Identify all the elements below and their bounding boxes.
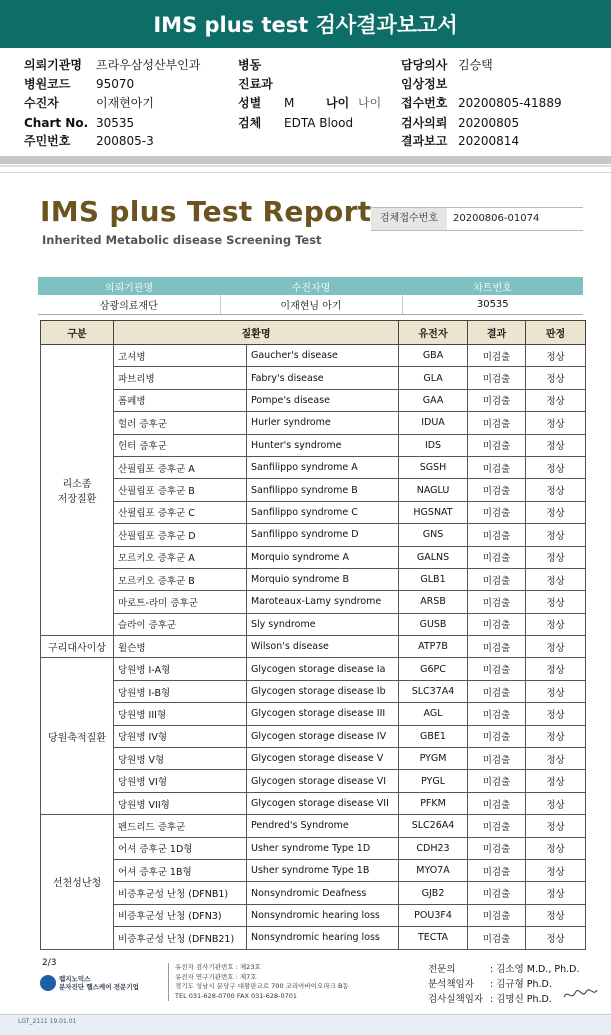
table-row [41, 345, 586, 367]
judgement-cell: 정상 [526, 501, 586, 523]
header-label: 접수번호 [401, 96, 448, 110]
judgement-cell: 정상 [526, 815, 586, 837]
table-row [41, 859, 586, 881]
judgement-cell: 정상 [526, 725, 586, 747]
result-cell: 미검출 [468, 524, 526, 546]
signers [428, 962, 579, 1007]
result-cell: 미검출 [468, 703, 526, 725]
result-cell: 미검출 [468, 636, 526, 658]
result-cell: 미검출 [468, 501, 526, 523]
info-cell: 30535 [402, 295, 583, 315]
gene-cell: GNS [399, 524, 468, 546]
header-label: 의뢰기관명 [24, 58, 82, 72]
header-label: 담당의사 [401, 58, 448, 72]
result-cell: 미검출 [468, 479, 526, 501]
result-cell: 미검출 [468, 904, 526, 926]
specimen-label: 검체 [238, 116, 262, 130]
title-underline [0, 47, 611, 48]
header-divider-light [0, 165, 611, 167]
signer-row [428, 992, 579, 1007]
judgement-cell: 정상 [526, 882, 586, 904]
col-header-gene: 유전자 [399, 321, 468, 345]
gene-cell: GALNS [399, 546, 468, 568]
disease-name-ko: 헌터 증후군 [114, 434, 247, 456]
receipt-label: 검체접수번호 [371, 208, 447, 230]
disease-name-en: Hunter's syndrome [247, 434, 399, 456]
header-divider-thin [0, 172, 611, 173]
disease-name-ko: 파브리병 [114, 367, 247, 389]
disease-name-ko: 당원병 VI형 [114, 770, 247, 792]
table-row [41, 613, 586, 635]
table-row [41, 815, 586, 837]
gene-cell: HGSNAT [399, 501, 468, 523]
table-row [41, 456, 586, 478]
judgement-cell: 정상 [526, 792, 586, 814]
disease-name-en: Wilson's disease [247, 636, 399, 658]
age-value: 나이 [358, 96, 382, 110]
disease-name-en: Usher syndrome Type 1B [247, 859, 399, 881]
result-cell: 미검출 [468, 389, 526, 411]
gene-cell: GLA [399, 367, 468, 389]
disease-name-ko: 당원병 IV형 [114, 725, 247, 747]
dept-label: 진료과 [238, 77, 273, 91]
sex-label: 성별 [238, 96, 262, 110]
table-row [41, 412, 586, 434]
header-row-hospital-code [24, 77, 134, 91]
header-label: 수진자 [24, 96, 59, 110]
result-cell: 미검출 [468, 882, 526, 904]
result-cell: 미검출 [468, 837, 526, 859]
category-cell [41, 636, 114, 658]
disease-name-en: Pendred's Syndrome [247, 815, 399, 837]
header-value: 20200814 [458, 134, 520, 148]
document-code: LGT_2111 19.01.01 [18, 1018, 77, 1025]
result-cell: 미검출 [468, 434, 526, 456]
results-header-row [41, 321, 586, 345]
info-cell: 이재현님 아기 [220, 295, 402, 315]
category-cell [41, 345, 114, 636]
disease-name-en: Maroteaux-Lamy syndrome [247, 591, 399, 613]
col-header-result: 결과 [468, 321, 526, 345]
info-header: 수진자명 [220, 277, 402, 295]
disease-name-en: Sanfilippo syndrome D [247, 524, 399, 546]
disease-name-en: Glycogen storage disease V [247, 748, 399, 770]
results-body [41, 345, 586, 950]
judgement-cell: 정상 [526, 927, 586, 949]
header-value: 이재현아기 [96, 96, 154, 110]
disease-name-en: Gaucher's disease [247, 345, 399, 367]
header-divider [0, 156, 611, 164]
judgement-cell: 정상 [526, 367, 586, 389]
header-row-report-date [401, 134, 519, 148]
report-title: IMS plus test 검사결과보고서 [153, 13, 458, 37]
disease-name-ko: 당원병 I-B형 [114, 680, 247, 702]
results-table [40, 320, 586, 950]
judgement-cell: 정상 [526, 546, 586, 568]
judgement-cell: 정상 [526, 837, 586, 859]
header-row-institution [24, 58, 200, 72]
header-label: Chart No. [24, 116, 89, 130]
category-cell [41, 658, 114, 815]
header-value: 프라우삼성산부인과 [96, 58, 201, 72]
col-header-category: 구분 [41, 321, 114, 345]
signer-role: 분석책임자 [428, 979, 474, 990]
gene-cell: NAGLU [399, 479, 468, 501]
gene-cell: TECTA [399, 927, 468, 949]
disease-name-en: Pompe's disease [247, 389, 399, 411]
signer-row [428, 962, 579, 977]
disease-name-ko: 고셔병 [114, 345, 247, 367]
disease-name-en: Morquio syndrome A [247, 546, 399, 568]
disease-name-ko: 마로트-라미 증후군 [114, 591, 247, 613]
header-value: 200805-3 [96, 134, 154, 148]
disease-name-ko: 폼페병 [114, 389, 247, 411]
disease-name-en: Sanfilippo syndrome B [247, 479, 399, 501]
table-row [41, 882, 586, 904]
result-cell: 미검출 [468, 770, 526, 792]
header-sex-age [238, 96, 381, 110]
disease-name-en: Glycogen storage disease III [247, 703, 399, 725]
header-row-patient [24, 96, 154, 110]
header-row-clinical [401, 77, 458, 91]
disease-name-ko: 모르키오 증후군 A [114, 546, 247, 568]
gene-cell: SLC37A4 [399, 680, 468, 702]
judgement-cell: 정상 [526, 748, 586, 770]
header-row-request-date [401, 116, 519, 130]
header-label: 결과보고 [401, 134, 448, 148]
header-ward [238, 58, 261, 72]
result-cell: 미검출 [468, 815, 526, 837]
table-row [41, 568, 586, 590]
category-cell [41, 815, 114, 949]
logo-line-1: 랩지노믹스 [59, 974, 91, 983]
header-row-doctor [401, 58, 493, 72]
signer-row [428, 977, 579, 992]
signer-role: 전문의 [428, 964, 456, 975]
judgement-cell: 정상 [526, 591, 586, 613]
gene-cell: IDUA [399, 412, 468, 434]
disease-name-en: Nonsyndromic Deafness [247, 882, 399, 904]
table-row [41, 680, 586, 702]
result-cell: 미검출 [468, 725, 526, 747]
info-header: 차트번호 [402, 277, 583, 295]
gene-cell: GBA [399, 345, 468, 367]
lab-info-line: TEL 031-628-0700 FAX 031-628-0701 [175, 991, 298, 1000]
disease-name-en: Sly syndrome [247, 613, 399, 635]
result-cell: 미검출 [468, 412, 526, 434]
table-row [41, 501, 586, 523]
gene-cell: PYGM [399, 748, 468, 770]
table-row [41, 927, 586, 949]
gene-cell: CDH23 [399, 837, 468, 859]
result-cell: 미검출 [468, 748, 526, 770]
disease-name-ko: 모르키오 증후군 B [114, 568, 247, 590]
result-cell: 미검출 [468, 859, 526, 881]
disease-name-ko: 산필립포 증후군 A [114, 456, 247, 478]
gene-cell: G6PC [399, 658, 468, 680]
table-row [41, 904, 586, 926]
result-cell: 미검출 [468, 568, 526, 590]
disease-name-en: Glycogen storage disease IV [247, 725, 399, 747]
gene-cell: GAA [399, 389, 468, 411]
judgement-cell: 정상 [526, 412, 586, 434]
result-cell: 미검출 [468, 658, 526, 680]
category-label: 당원축적질환 [48, 732, 106, 744]
receipt-value: 20200806-01074 [453, 213, 540, 224]
table-row [41, 748, 586, 770]
header-dept [238, 77, 273, 91]
age-label: 나이 [326, 96, 350, 110]
judgement-cell: 정상 [526, 658, 586, 680]
judgement-cell: 정상 [526, 703, 586, 725]
judgement-cell: 정상 [526, 680, 586, 702]
header-value: 20200805-41889 [458, 96, 562, 110]
result-cell: 미검출 [468, 792, 526, 814]
lab-info-line: 경기도 성남시 분당구 대왕판교로 700 코리아바이오파크 B동 [175, 982, 349, 990]
table-row [41, 703, 586, 725]
judgement-cell: 정상 [526, 434, 586, 456]
result-cell: 미검출 [468, 591, 526, 613]
gene-cell: SLC26A4 [399, 815, 468, 837]
disease-name-en: Nonsyndromic hearing loss [247, 904, 399, 926]
disease-name-ko: 비증후군성 난청 (DFNB21) [114, 927, 247, 949]
table-row [41, 434, 586, 456]
table-row [41, 389, 586, 411]
judgement-cell: 정상 [526, 456, 586, 478]
footer-bar [0, 1014, 611, 1035]
result-cell: 미검출 [468, 680, 526, 702]
header-label: 검사의뢰 [401, 116, 448, 130]
header-value: 20200805 [458, 116, 520, 130]
signer-name: : 김명신 Ph.D. [490, 994, 552, 1005]
patient-info-table [38, 277, 583, 315]
header-label: 주민번호 [24, 134, 71, 148]
disease-name-en: Glycogen storage disease VII [247, 792, 399, 814]
lab-info-line: 유전자 연구기관번호 : 제7호 [175, 972, 257, 981]
disease-name-ko: 펜드리드 증후군 [114, 815, 247, 837]
signature-image [562, 985, 598, 1003]
gene-cell: POU3F4 [399, 904, 468, 926]
category-label: 리소좀 [62, 479, 92, 491]
disease-name-ko: 헐러 증후군 [114, 412, 247, 434]
disease-name-ko: 당원병 III형 [114, 703, 247, 725]
signer-role: 검사실책임자 [428, 994, 484, 1005]
table-row [41, 546, 586, 568]
category-label: 저장질환 [57, 494, 97, 506]
disease-name-ko: 당원병 VII형 [114, 792, 247, 814]
table-row [41, 837, 586, 859]
gene-cell: ARSB [399, 591, 468, 613]
logo-icon [40, 975, 56, 991]
page-number: 2/3 [42, 958, 57, 968]
info-header: 의뢰기관명 [38, 277, 220, 295]
gene-cell: SGSH [399, 456, 468, 478]
disease-name-en: Fabry's disease [247, 367, 399, 389]
lab-info [168, 963, 349, 1001]
disease-name-ko: 산필립포 증후군 D [114, 524, 247, 546]
gene-cell: AGL [399, 703, 468, 725]
lab-info-line: 유전자 검사기관번호 : 제23호 [175, 963, 261, 971]
disease-name-en: Glycogen storage disease Ia [247, 658, 399, 680]
disease-name-en: Glycogen storage disease VI [247, 770, 399, 792]
disease-name-ko: 슬라이 증후군 [114, 613, 247, 635]
disease-name-en: Morquio syndrome B [247, 568, 399, 590]
specimen-value: EDTA Blood [284, 116, 354, 130]
result-cell: 미검출 [468, 456, 526, 478]
disease-name-ko: 당원병 I-A형 [114, 658, 247, 680]
sex-value: M [284, 96, 295, 110]
category-label: 구리대사이상 [48, 643, 106, 655]
table-row [41, 367, 586, 389]
gene-cell: GUSB [399, 613, 468, 635]
table-row [41, 479, 586, 501]
info-cell: 삼광의료재단 [38, 295, 220, 315]
disease-name-ko: 어셔 증후군 1B형 [114, 859, 247, 881]
table-row [41, 524, 586, 546]
header-label: 병원코드 [24, 77, 71, 91]
disease-name-ko: 비증후군성 난청 (DFN3) [114, 904, 247, 926]
result-cell: 미검출 [468, 613, 526, 635]
header-row-resident-no [24, 134, 154, 148]
disease-name-en: Sanfilippo syndrome C [247, 501, 399, 523]
gene-cell: GLB1 [399, 568, 468, 590]
judgement-cell: 정상 [526, 636, 586, 658]
gene-cell: GBE1 [399, 725, 468, 747]
disease-name-en: Glycogen storage disease Ib [247, 680, 399, 702]
disease-name-en: Usher syndrome Type 1D [247, 837, 399, 859]
table-row [41, 725, 586, 747]
col-header-judgement: 판정 [526, 321, 586, 345]
logo-line-2: 분자진단 헬스케어 전문기업 [59, 982, 139, 991]
ward-label: 병동 [238, 58, 262, 72]
company-logo [40, 972, 139, 991]
result-cell: 미검출 [468, 345, 526, 367]
disease-name-ko: 어셔 증후군 1D형 [114, 837, 247, 859]
disease-name-en: Hurler syndrome [247, 412, 399, 434]
report-heading: IMS plus Test Report [40, 195, 372, 228]
report-title-bar [0, 0, 611, 47]
report-subheading: Inherited Metabolic disease Screening Test [42, 233, 322, 247]
judgement-cell: 정상 [526, 613, 586, 635]
table-row [41, 792, 586, 814]
gene-cell: GJB2 [399, 882, 468, 904]
disease-name-ko: 산필립포 증후군 C [114, 501, 247, 523]
logo-text [59, 975, 139, 991]
disease-name-ko: 산필립포 증후군 B [114, 479, 247, 501]
header-value: 30535 [96, 116, 135, 130]
col-header-disease: 질환명 [114, 321, 399, 345]
category-label: 선천성난청 [52, 878, 102, 890]
disease-name-en: Sanfilippo syndrome A [247, 456, 399, 478]
disease-name-ko: 비증후군성 난청 (DFNB1) [114, 882, 247, 904]
judgement-cell: 정상 [526, 904, 586, 926]
table-row [41, 591, 586, 613]
gene-cell: MYO7A [399, 859, 468, 881]
disease-name-en: Nonsyndromic hearing loss [247, 927, 399, 949]
judgement-cell: 정상 [526, 389, 586, 411]
header-row-accession [401, 96, 562, 110]
header-label: 임상정보 [401, 77, 448, 91]
judgement-cell: 정상 [526, 859, 586, 881]
table-row [41, 636, 586, 658]
judgement-cell: 정상 [526, 479, 586, 501]
judgement-cell: 정상 [526, 770, 586, 792]
header-specimen [238, 116, 353, 130]
table-row [41, 770, 586, 792]
gene-cell: PYGL [399, 770, 468, 792]
header-value: 95070 [96, 77, 135, 91]
disease-name-ko: 윌슨병 [114, 636, 247, 658]
table-row [41, 658, 586, 680]
gene-cell: PFKM [399, 792, 468, 814]
disease-name-ko: 당원병 V형 [114, 748, 247, 770]
header-value: 김승택 [458, 58, 493, 72]
gene-cell: IDS [399, 434, 468, 456]
result-cell: 미검출 [468, 927, 526, 949]
header-row-chart-no [24, 116, 134, 130]
signer-name: : 김소영 M.D., Ph.D. [490, 964, 580, 975]
gene-cell: ATP7B [399, 636, 468, 658]
judgement-cell: 정상 [526, 568, 586, 590]
receipt-number-box [371, 207, 583, 231]
judgement-cell: 정상 [526, 345, 586, 367]
result-cell: 미검출 [468, 367, 526, 389]
judgement-cell: 정상 [526, 524, 586, 546]
result-cell: 미검출 [468, 546, 526, 568]
signer-name: : 김규형 Ph.D. [490, 979, 552, 990]
